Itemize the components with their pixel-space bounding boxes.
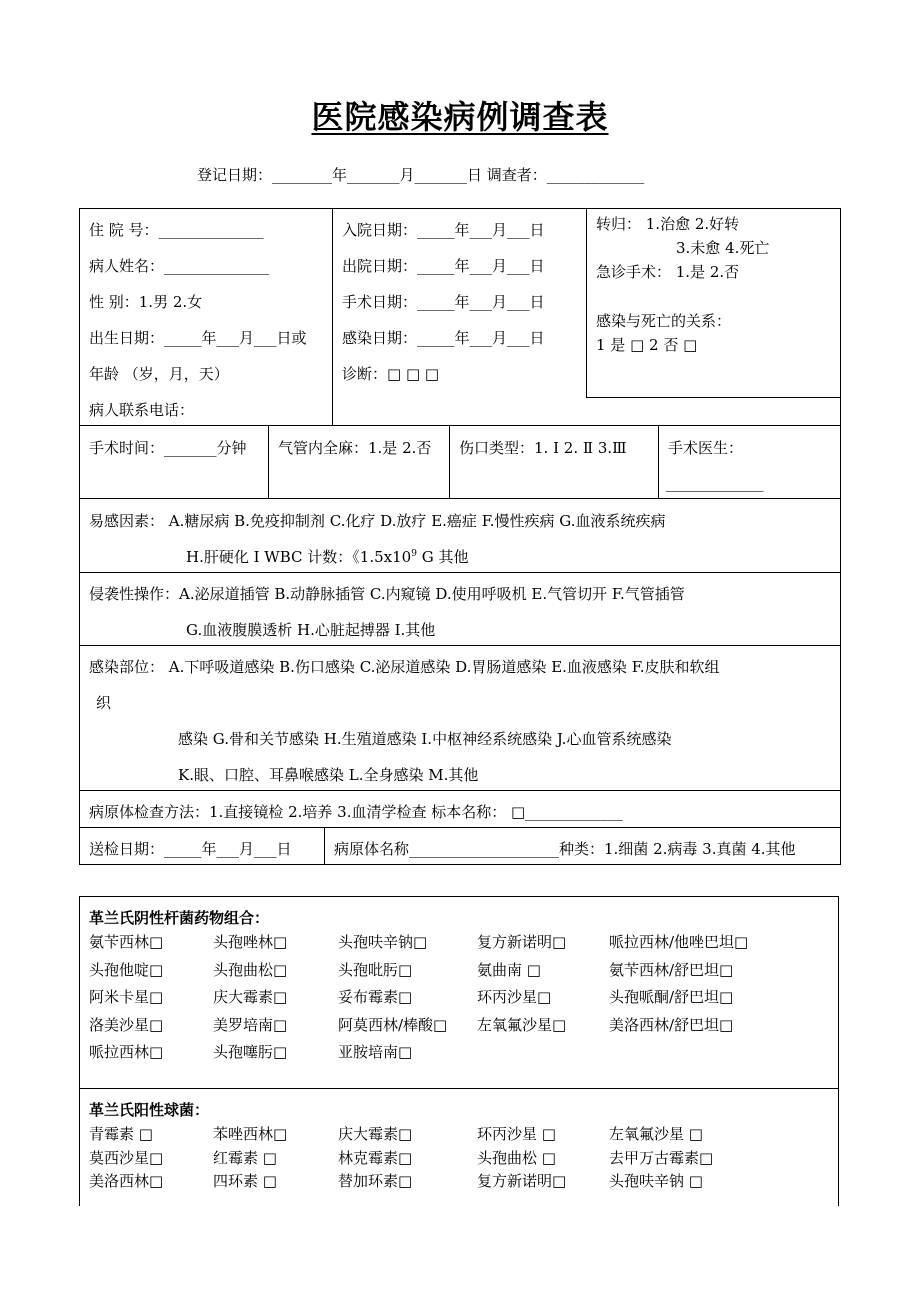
col-divider [449, 425, 450, 498]
gram-positive-drug-checkbox[interactable]: 替加环素□ [338, 1172, 413, 1190]
pathogen-method-field[interactable]: 病原体检查方法：1.直接镜检 2.培养 3.血清学检查 标本名称： □_____________ [89, 803, 623, 821]
gram-negative-drug-checkbox[interactable]: 头孢哌酮/舒巴坦□ [609, 988, 734, 1006]
gram-negative-drug-checkbox[interactable]: 氨曲南 □ [477, 960, 541, 979]
gram-negative-drug-checkbox[interactable]: 亚胺培南□ [338, 1043, 413, 1061]
outcome-line-1[interactable]: 转归： 1.治愈 2.好转 [596, 215, 740, 233]
gram-negative-drug-checkbox[interactable]: 头孢唑林□ [213, 933, 288, 951]
age-field[interactable]: 年龄 （岁，月，天） [89, 365, 229, 383]
page-title: 医院感染病例调查表 [311, 98, 609, 136]
pathogen-name-field[interactable]: 病原体名称____________________种类：1.细菌 2.病毒 3.真菌 4.其他 [334, 840, 796, 858]
general-anesthesia-field[interactable]: 气管内全麻：1.是 2.否 [278, 439, 432, 457]
send-date-field[interactable]: 送检日期：_____年___月___日 [89, 840, 292, 858]
infection-site-line-1b: 织 [96, 694, 112, 712]
col-divider [324, 827, 325, 865]
row-divider [79, 645, 841, 646]
gram-negative-drug-checkbox[interactable]: 洛美沙星□ [89, 1015, 164, 1034]
gram-negative-drug-checkbox[interactable]: 氨苄西林/舒巴坦□ [609, 960, 734, 979]
patient-name-field[interactable]: 病人姓名：______________ [89, 257, 270, 275]
infection-site-line-1[interactable]: 感染部位： A.下呼吸道感染 B.伤口感染 C.泌尿道感染 D.胃肠道感染 E.血液感染 F.皮肤和软组 [89, 658, 720, 676]
gram-negative-drug-checkbox[interactable]: 哌拉西林/他唑巴坦□ [609, 933, 749, 951]
infection-site-line-3[interactable]: K.眼、口腔、耳鼻喉感染 L.全身感染 M.其他 [178, 766, 479, 784]
gram-negative-drug-checkbox[interactable]: 妥布霉素□ [338, 988, 413, 1006]
gram-positive-drug-checkbox[interactable]: 美洛西林□ [89, 1172, 164, 1190]
gram-negative-drug-checkbox[interactable]: 头孢曲松□ [213, 960, 288, 979]
risk-factors-line-2[interactable]: H.肝硬化 I WBC 计数：《$1.5x10^9$ G 其他 [186, 548, 469, 566]
invasive-procedures-line-2[interactable]: G.血液腹膜透析 H.心脏起搏器 I.其他 [186, 621, 436, 639]
death-relation-options[interactable]: 1 是 □ 2 否 □ [596, 336, 698, 354]
birth-date-field[interactable]: 出生日期：_____年___月___日或 [89, 329, 307, 347]
death-relation-label: 感染与死亡的关系： [596, 312, 732, 330]
surgeon-label: 手术医生： [668, 439, 744, 457]
col-divider [658, 425, 659, 498]
gram-negative-heading: 革兰氏阴性杆菌药物组合： [89, 909, 270, 927]
gram-negative-drug-checkbox[interactable]: 阿米卡星□ [89, 988, 164, 1006]
gram-negative-drug-checkbox[interactable]: 氨苄西林□ [89, 933, 164, 951]
emergency-surgery-field[interactable]: 急诊手术： 1.是 2.否 [596, 263, 740, 281]
row-divider [79, 827, 841, 828]
gram-negative-drug-checkbox[interactable]: 美罗培南□ [213, 1015, 288, 1034]
row-divider [79, 498, 841, 499]
infection-date-field[interactable]: 感染日期：_____年___月___日 [342, 329, 545, 347]
wound-type-field[interactable]: 伤口类型：1. Ⅰ 2. Ⅱ 3.Ⅲ [459, 439, 627, 457]
row-divider [79, 425, 841, 426]
sex-field[interactable]: 性 别：1.男 2.女 [89, 293, 203, 311]
gram-positive-heading: 革兰氏阳性球菌： [89, 1101, 210, 1119]
discharge-date-field[interactable]: 出院日期：_____年___月___日 [342, 257, 545, 275]
gram-positive-drug-checkbox[interactable]: 林克霉素□ [338, 1148, 413, 1167]
hospital-number-field[interactable]: 住 院 号：______________ [89, 221, 264, 239]
surgeon-field[interactable]: _____________ [666, 474, 764, 492]
gram-negative-drug-checkbox[interactable]: 头孢他啶□ [89, 960, 164, 979]
cell-divider [586, 397, 841, 398]
gram-negative-drug-checkbox[interactable]: 庆大霉素□ [213, 988, 288, 1006]
gram-negative-drug-checkbox[interactable]: 环丙沙星□ [477, 988, 552, 1006]
gram-positive-drug-checkbox[interactable]: 环丙沙星 □ [477, 1125, 556, 1143]
gram-negative-drug-checkbox[interactable]: 美洛西林/舒巴坦□ [609, 1015, 734, 1034]
col-divider [332, 208, 333, 425]
gram-negative-drug-checkbox[interactable]: 头孢吡肟□ [338, 960, 413, 979]
row-divider [79, 572, 841, 573]
gram-positive-drug-checkbox[interactable]: 青霉素 □ [89, 1125, 153, 1143]
gram-negative-drug-checkbox[interactable]: 左氧氟沙星□ [477, 1015, 567, 1034]
col-divider [586, 208, 587, 397]
surgery-date-field[interactable]: 手术日期：_____年___月___日 [342, 293, 545, 311]
gram-positive-drug-checkbox[interactable]: 红霉素 □ [213, 1148, 277, 1167]
risk-factors-line-1[interactable]: 易感因素： A.糖尿病 B.免疫抑制剂 C.化疗 D.放疗 E.癌症 F.慢性疾病 G.血液系统疾病 [89, 512, 666, 530]
gram-positive-drug-checkbox[interactable]: 四环素 □ [213, 1172, 277, 1190]
outcome-line-2[interactable]: 3.未愈 4.死亡 [676, 239, 770, 257]
gram-negative-drug-checkbox[interactable]: 阿莫西林/棒酸□ [338, 1015, 448, 1034]
contact-phone-field[interactable]: 病人联系电话： [89, 401, 195, 419]
gram-positive-drug-checkbox[interactable]: 苯唑西林□ [213, 1125, 288, 1143]
admission-date-field[interactable]: 入院日期：_____年___月___日 [342, 221, 545, 239]
gram-positive-drug-checkbox[interactable]: 头孢呋辛钠 □ [609, 1172, 703, 1190]
infection-site-line-2[interactable]: 感染 G.骨和关节感染 H.生殖道感染 I.中枢神经系统感染 J.心血管系统感染 [178, 730, 672, 748]
diagnosis-field[interactable]: 诊断：□ □ □ [342, 365, 440, 383]
register-line: 登记日期：________年_______月_______日 调查者：_____________ [197, 166, 645, 184]
gram-negative-drug-checkbox[interactable]: 复方新诺明□ [477, 933, 567, 951]
row-divider [79, 1088, 839, 1089]
gram-positive-drug-checkbox[interactable]: 庆大霉素□ [338, 1125, 413, 1143]
gram-positive-drug-checkbox[interactable]: 左氧氟沙星 □ [609, 1125, 703, 1143]
gram-negative-drug-checkbox[interactable]: 头孢呋辛钠□ [338, 933, 428, 951]
invasive-procedures-line-1[interactable]: 侵袭性操作：A.泌尿道插管 B.动静脉插管 C.内窥镜 D.使用呼吸机 E.气管切开 F.气管插管 [89, 585, 685, 603]
gram-negative-drug-checkbox[interactable]: 哌拉西林□ [89, 1043, 164, 1061]
row-divider [79, 790, 841, 791]
gram-positive-drug-checkbox[interactable]: 莫西沙星□ [89, 1148, 164, 1167]
gram-positive-drug-checkbox[interactable]: 头孢曲松 □ [477, 1148, 556, 1167]
gram-positive-drug-checkbox[interactable]: 复方新诺明□ [477, 1172, 567, 1190]
col-divider [268, 425, 269, 498]
gram-positive-drug-checkbox[interactable]: 去甲万古霉素□ [609, 1148, 714, 1167]
gram-negative-drug-checkbox[interactable]: 头孢噻肟□ [213, 1043, 288, 1061]
surgery-duration-field[interactable]: 手术时间：_______分钟 [89, 439, 247, 457]
